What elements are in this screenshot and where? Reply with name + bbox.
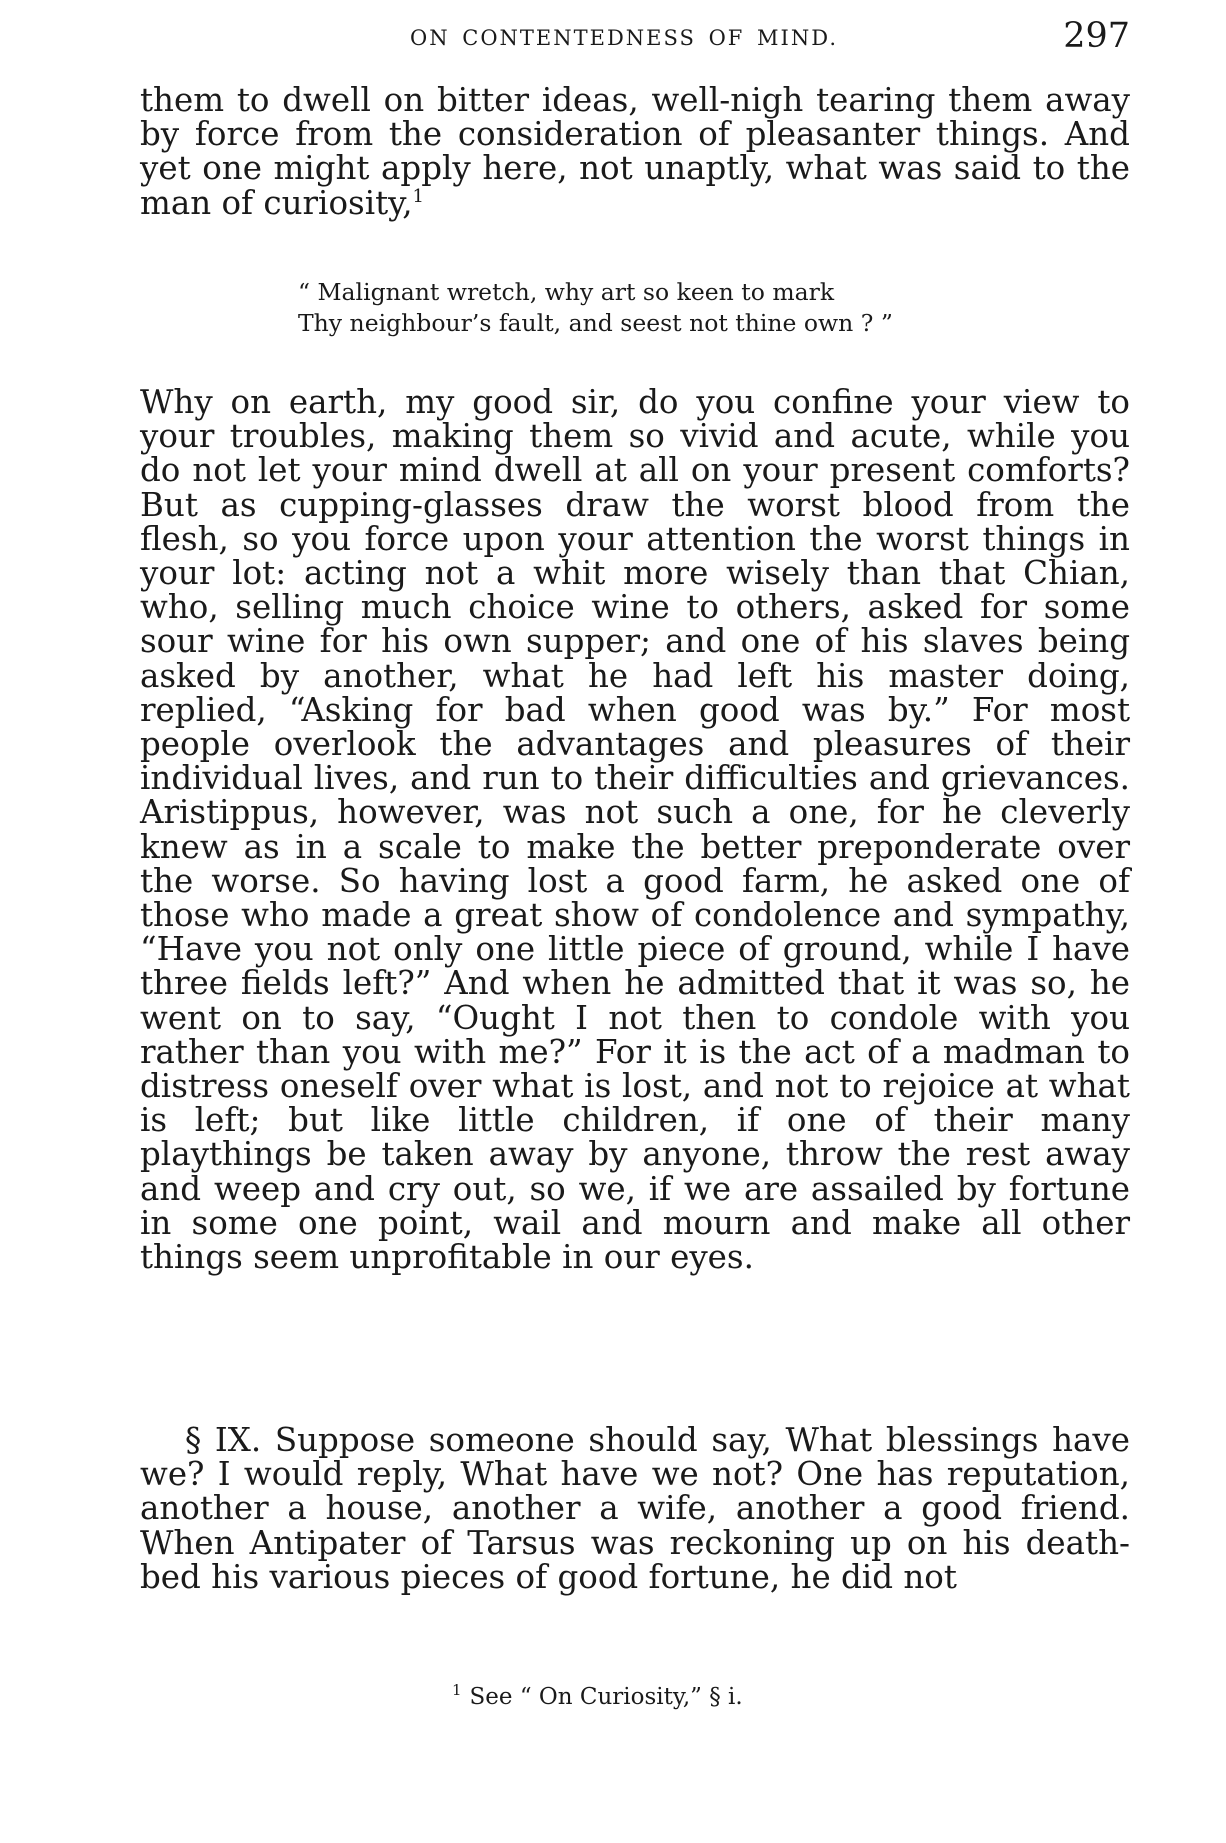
footnote-text: See “ On Curiosity,” § i. bbox=[469, 1684, 743, 1710]
paragraph-1 bbox=[140, 83, 1130, 220]
running-title: ON CONTENTEDNESS OF MIND. bbox=[410, 26, 838, 50]
page-number: 297 bbox=[1063, 16, 1130, 56]
running-head bbox=[140, 14, 1130, 54]
paragraph-3: § IX. Suppose someone should say, What blessings have we? I would reply, What have we not? One has reputation, another a house, another a wife, another a good friend. When Antipater of Tarsus was reckoning up on his death-bed his various pieces of good fortune, he did not bbox=[140, 1421, 1130, 1596]
verse-line-2: Thy neighbour’s fault, and seest not thine own ? ” bbox=[298, 309, 893, 337]
verse-quotation bbox=[298, 277, 893, 339]
footnote bbox=[452, 1681, 743, 1710]
footnote-marker: 1 bbox=[452, 1681, 462, 1700]
footnote-reference: 1 bbox=[412, 185, 424, 207]
paragraph-1-text: them to dwell on bitter ideas, well-nigh tearing them away by force from the consideration of pleasanter things. And yet one might apply here, not unaptly, what was said to the man of curiosity, bbox=[140, 81, 1130, 222]
paragraph-2: Why on earth, my good sir, do you confine your view to your troubles, making them so vivid and acute, while you do not let your mind dwell at all on your present comforts? But as cupping-glasses draw the worst blood from the flesh, so you force upon your attention the worst things in your lot: acting not a whit more wisely than that Chian, who, selling much choice wine to others, asked for some sour wine for his own supper; and one of his slaves being asked by another, what he had left his master doing, replied, “Asking for bad when good was by.” For most people overlook the advantages and pleasures of their individual lives, and run to their difficulties and grievances. Aristippus, however, was not such a one, for he cleverly knew as in a scale to make the better preponderate over the worse. So having lost a good farm, he asked one of those who made a great show of condolence and sympathy, “Have you not only one little piece of ground, while I have three fields left?” And when he admitted that it was so, he went on to say, “Ought I not then to condole with you rather than you with me?” For it is the act of a madman to distress oneself over what is lost, and not to rejoice at what is left; but like little children, if one of their many playthings be taken away by anyone, throw the rest away and weep and cry out, so we, if we are assailed by fortune in some one point, wail and mourn and make all other things seem unprofitable in our eyes. bbox=[140, 383, 1130, 1277]
verse-line-1: “ Malignant wretch, why art so keen to mark bbox=[298, 278, 835, 306]
